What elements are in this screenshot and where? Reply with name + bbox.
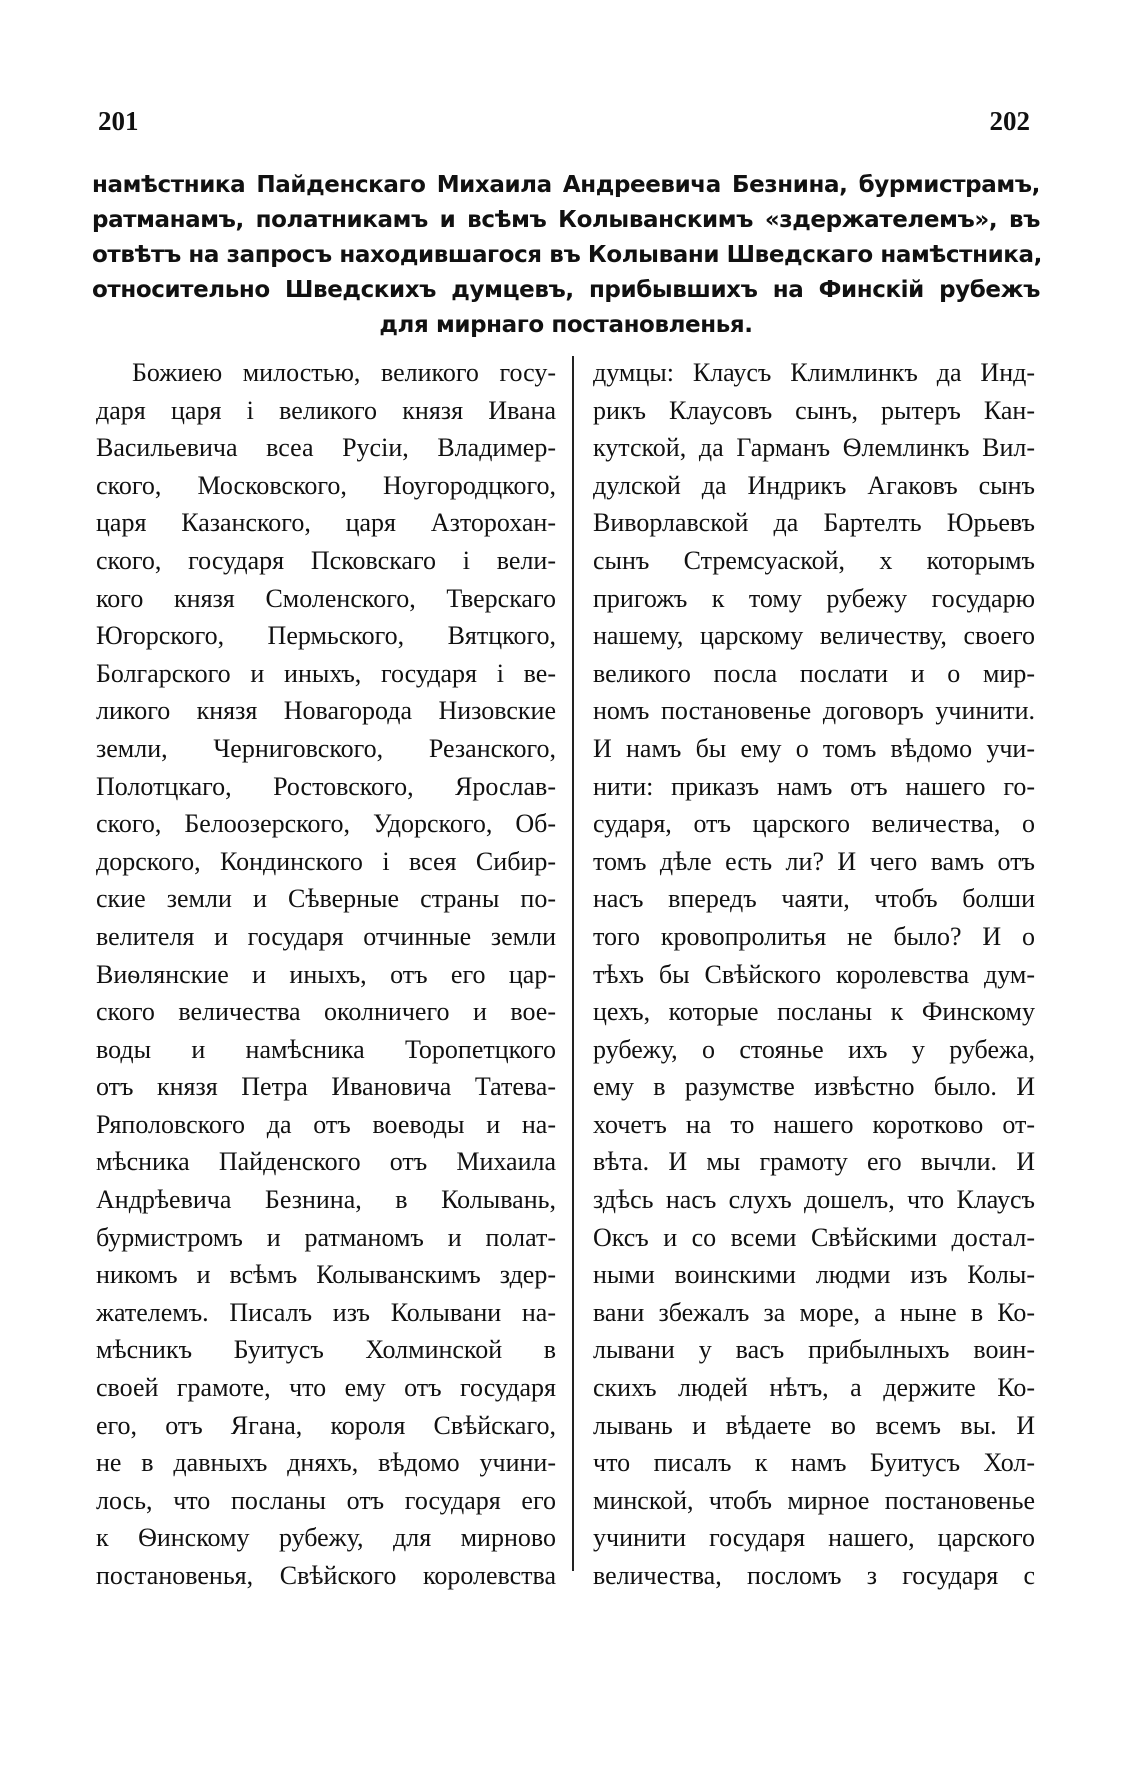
text-line: учинити государя нашего, царского	[593, 1523, 1035, 1553]
text-line: того кровопролитья не было? И о	[593, 921, 1035, 951]
text-line: ские земли и Сѣверные страны по-	[96, 884, 556, 914]
text-line: Оксъ и со всеми Свѣйскими достал-	[593, 1222, 1035, 1252]
text-line: номъ постановенье договоръ учинити.	[593, 696, 1035, 726]
text-line: великого посла послати и о мир-	[593, 658, 1035, 688]
text-line: вани збежалъ за море, а ныне в Ко-	[593, 1297, 1035, 1327]
text-line: постановенья, Свѣйского королевства	[96, 1561, 556, 1590]
text-line: Югорского, Пермьского, Вятцкого,	[96, 621, 556, 651]
text-line: нити: приказъ намъ отъ нашего го-	[593, 771, 1035, 801]
text-line: своей грамоте, что ему отъ государя	[96, 1373, 556, 1403]
text-line: ского величества околничего и вое-	[96, 997, 556, 1027]
page-number-right: 202	[989, 106, 1030, 136]
text-line: дорского, Кондинского і всея Сибир-	[96, 846, 556, 876]
text-line: здѣсь насъ слухъ дошелъ, что Клаусъ	[593, 1185, 1035, 1215]
text-line: что писалъ к намъ Буитусъ Хол-	[593, 1448, 1035, 1478]
text-line: вѣта. И мы грамоту его вычли. И	[593, 1147, 1035, 1177]
text-line: ского, Белоозерского, Удорского, Об-	[96, 809, 556, 839]
text-line: Васильевича всеа Русіи, Владимер-	[96, 433, 556, 463]
text-line: хочетъ на то нашего коротково от-	[593, 1109, 1035, 1139]
text-line: нашему, царскому величеству, своего	[593, 621, 1035, 651]
column-divider	[572, 356, 574, 1571]
text-line: тѣхъ бы Свѣйского королевства дум-	[593, 959, 1035, 989]
text-line: Андрѣевича Безнина, в Колывань,	[96, 1185, 556, 1215]
left-text-column	[96, 354, 556, 1595]
text-line: ского, государя Псковскаго і вели-	[96, 545, 556, 575]
text-line: царя Казанского, царя Азторохан-	[96, 508, 556, 538]
text-line: бурмистромъ и ратманомъ и полат-	[96, 1222, 556, 1252]
text-line: насъ впередъ чаяти, чтобъ болши	[593, 884, 1035, 914]
text-line: И намъ бы ему о томъ вѣдомо учи-	[593, 733, 1035, 763]
text-line: сударя, отъ царского величества, о	[593, 809, 1035, 839]
page-number-left: 201	[98, 106, 139, 136]
text-line: велителя и государя отчинные земли	[96, 921, 556, 951]
text-line: ему в разумстве извѣстно было. И	[593, 1072, 1035, 1102]
text-line: лывани у васъ прибылныхъ воин-	[593, 1335, 1035, 1365]
heading-line: ратманамъ, полатникамъ и всѣмъ Колыванскимъ «здержателемъ», въ	[92, 207, 1040, 233]
text-line: рикъ Клаусовъ сынъ, рытеръ Кан-	[593, 395, 1035, 425]
text-line: лывань и вѣдаете во всемъ вы. И	[593, 1410, 1035, 1440]
text-line: минской, чтобъ мирное постановенье	[593, 1485, 1035, 1515]
text-line: мѣсникъ Буитусъ Холминской в	[96, 1335, 556, 1365]
text-line: кого князя Смоленского, Тверскаго	[96, 583, 556, 613]
text-line: Болгарского и иныхъ, государя і ве-	[96, 658, 556, 688]
text-line: никомъ и всѣмъ Колыванскимъ здер-	[96, 1260, 556, 1290]
text-line: Ряполовского да отъ воеводы и на-	[96, 1109, 556, 1139]
text-line: Полотцкаго, Ростовского, Ярослав-	[96, 771, 556, 801]
text-line: ными воинскими людми изъ Колы-	[593, 1260, 1035, 1290]
text-line: Божиею милостью, великого госу-	[132, 358, 556, 387]
text-line: величества, посломъ з государя с	[593, 1561, 1035, 1590]
text-line: отъ князя Петра Ивановича Татева-	[96, 1072, 556, 1102]
text-line: кутской, да Гарманъ Ѳлемлинкъ Вил-	[593, 433, 1035, 463]
text-line: ского, Московского, Ноугородцкого,	[96, 470, 556, 500]
section-heading	[92, 168, 1040, 343]
heading-line: отвѣтъ на запросъ находившагося въ Колывани Шведскаго намѣстника,	[92, 242, 1042, 268]
text-line: цехъ, которые посланы к Финскому	[593, 997, 1035, 1027]
text-line: мѣсника Пайденского отъ Михаила	[96, 1147, 556, 1177]
text-line: не в давныхъ дняхъ, вѣдомо учини-	[96, 1448, 556, 1478]
text-line: скихъ людей нѣтъ, а держите Ко-	[593, 1373, 1035, 1403]
text-line: дулской да Индрикъ Агаковъ сынъ	[593, 470, 1035, 500]
right-text-column	[593, 354, 1035, 1595]
text-line: земли, Черниговского, Резанского,	[96, 733, 556, 763]
text-line: рубежу, о стоянье ихъ у рубежа,	[593, 1034, 1035, 1064]
text-line: его, отъ Ягана, короля Свѣйскаго,	[96, 1410, 556, 1440]
text-line: пригожъ к тому рубежу государю	[593, 583, 1035, 613]
heading-line: относительно Шведскихъ думцевъ, прибывшихъ на Финскій рубежъ	[92, 277, 1040, 303]
text-line: томъ дѣле есть ли? И чего вамъ отъ	[593, 846, 1035, 876]
heading-line: для мирнаго постановленья.	[379, 312, 753, 338]
heading-line: намѣстника Пайденскаго Михаила Андреевича Безнина, бурмистрамъ,	[92, 172, 1040, 198]
text-line: воды и намѣсника Торопетцкого	[96, 1034, 556, 1064]
text-line: лось, что посланы отъ государя его	[96, 1485, 556, 1515]
text-line: Виворлавской да Бартелть Юрьевъ	[593, 508, 1035, 538]
text-line: даря царя і великого князя Ивана	[96, 395, 556, 425]
text-line: думцы: Клаусъ Климлинкъ да Инд-	[593, 358, 1035, 387]
text-line: жателемъ. Писалъ изъ Колывани на-	[96, 1297, 556, 1327]
text-line: сынъ Стремсуаской, х которымъ	[593, 545, 1035, 575]
text-line: к Ѳинскому рубежу, для мирново	[96, 1523, 556, 1553]
text-line: ликого князя Новагорода Низовские	[96, 696, 556, 726]
text-line: Виѳлянские и иныхъ, отъ его цар-	[96, 959, 556, 989]
